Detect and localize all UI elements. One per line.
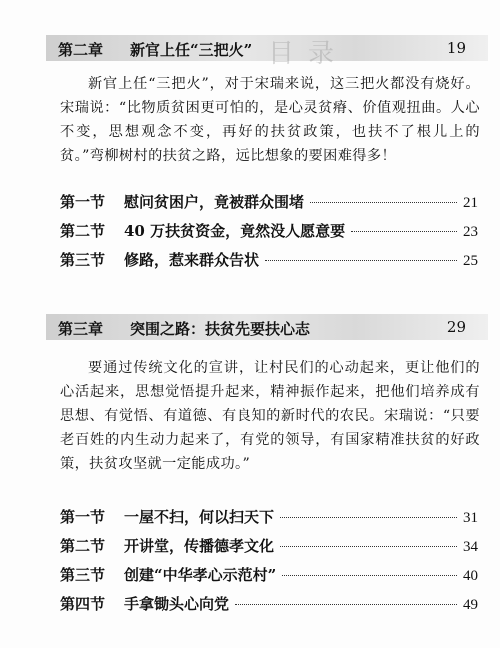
section-label: 第二节 bbox=[60, 222, 106, 240]
chapter-page-number: 19 bbox=[446, 39, 466, 57]
dot-leader bbox=[351, 231, 457, 232]
section-title: 修路，惹来群众告状 bbox=[124, 251, 260, 269]
dot-leader bbox=[282, 575, 457, 576]
toc-entry[interactable] bbox=[60, 220, 478, 242]
chapter-banner bbox=[46, 314, 488, 340]
watermark-text: 目录 bbox=[268, 39, 349, 69]
section-label: 第三节 bbox=[60, 251, 106, 269]
section-label: 第三节 bbox=[60, 566, 106, 584]
toc-entry[interactable] bbox=[60, 564, 478, 586]
section-page-number: 21 bbox=[463, 195, 478, 211]
chapter-number: 第三章 bbox=[58, 320, 104, 338]
toc-entry[interactable] bbox=[60, 593, 478, 615]
chapter-number: 第二章 bbox=[58, 41, 104, 59]
section-label: 第二节 bbox=[60, 537, 106, 555]
dot-leader bbox=[235, 604, 457, 605]
section-page-number: 31 bbox=[463, 510, 478, 526]
section-title: 创建“中华孝心示范村” bbox=[124, 566, 277, 584]
section-title: 40 万扶贫资金，竟然没人愿意要 bbox=[124, 222, 346, 240]
section-title: 手拿锄头心向党 bbox=[124, 595, 230, 613]
section-page-number: 40 bbox=[463, 568, 478, 584]
dot-leader bbox=[310, 202, 457, 203]
chapter-banner bbox=[46, 35, 488, 69]
chapter-summary: 新官上任“三把火”，对于宋瑞来说，这三把火都没有烧好。宋瑞说：“比物质贫困更可怕的，是心灵贫瘠、价值观扭曲。人心不变，思想观念不变，再好的扶贫政策，也扶不了根儿上的贫。”弯柳树村的扶贫之路，远比想象的要困难得多！ bbox=[60, 76, 480, 164]
section-label: 第一节 bbox=[60, 508, 106, 526]
section-title: 开讲堂，传播德孝文化 bbox=[124, 537, 275, 555]
chapter-summary: 要通过传统文化的宣讲，让村民们的心动起来，更让他们的心活起来，思想觉悟提升起来，精神振作起来，把他们培养成有思想、有觉悟、有道德、有良知的新时代的农民。宋瑞说：“只要老百姓的内生动力起来了，有党的领导，有国家精准扶贫的好政策，扶贫攻坚就一定能成功。” bbox=[60, 360, 480, 472]
dot-leader bbox=[280, 517, 457, 518]
toc-entry[interactable] bbox=[60, 506, 478, 528]
section-page-number: 25 bbox=[463, 253, 478, 269]
dot-leader bbox=[265, 260, 457, 261]
dot-leader bbox=[280, 546, 457, 547]
section-label: 第一节 bbox=[60, 193, 106, 211]
section-label: 第四节 bbox=[60, 595, 106, 613]
chapter-title: 突围之路：扶贫先要扶心志 bbox=[130, 320, 311, 338]
chapter-title: 新官上任“三把火” bbox=[130, 41, 253, 59]
chapter-page-number: 29 bbox=[446, 318, 466, 336]
toc-entry[interactable] bbox=[60, 249, 478, 271]
toc-entry[interactable] bbox=[60, 191, 478, 213]
section-page-number: 23 bbox=[463, 224, 478, 240]
section-title: 一屋不扫，何以扫天下 bbox=[124, 508, 275, 526]
section-page-number: 49 bbox=[463, 597, 478, 613]
section-title: 慰问贫困户，竟被群众围堵 bbox=[124, 193, 305, 211]
section-page-number: 34 bbox=[463, 539, 478, 555]
toc-entry[interactable] bbox=[60, 535, 478, 557]
